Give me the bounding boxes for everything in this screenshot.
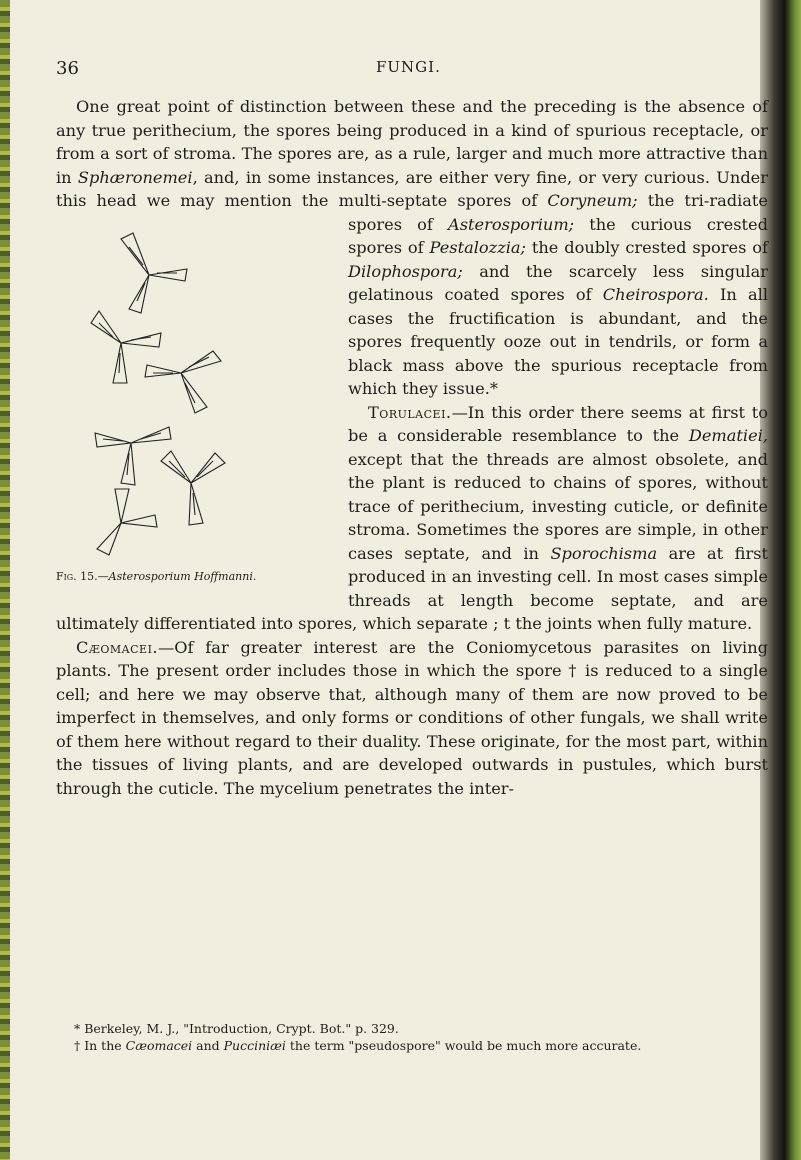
text-run: —In this order there seems at first to be a considerable resemblance to the: [348, 402, 768, 445]
text-run: and: [192, 1038, 224, 1053]
footnote-2: [56, 1037, 768, 1054]
adjacent-page-edge: [0, 0, 10, 1160]
body-text: [56, 95, 768, 800]
taxon-name: Coryneum;: [547, 191, 638, 210]
taxon-name: Dematiei,: [688, 426, 768, 445]
taxon-name: Sphæronemei: [77, 167, 193, 187]
text-run: the tri-radiate spores of: [348, 191, 768, 234]
figure-number: Fig. 15.: [56, 569, 98, 583]
paragraph-3: [56, 636, 768, 801]
text-run: One great point of distinction between these and the preceding is the absence of any true perithecium, the spores being produced in a kind of spurious receptacle, or from a sort of stroma. The spores are, as a rule, larger and much more attractive than in: [56, 97, 768, 187]
footnotes: [56, 1020, 768, 1054]
figure-caption-taxon: —Asterosporium Hoffmanni.: [97, 569, 257, 583]
text-run: are at first produced in an investing cell. In most cases simple threads at length become septate, and are ultimately differentiated into spores, which separate ; t the joints when fully mature.: [56, 543, 768, 633]
text-run: † In the: [74, 1038, 126, 1053]
figure-caption: [56, 570, 256, 583]
text-run: , and, in some instances, are either very fine, or very curious. Under this head we may mention the multi-septate spores of: [56, 167, 768, 210]
text-run: and the scarcely less singular gelatinous coated spores of: [348, 261, 768, 304]
text-run: In all cases the fructification is abundant, and the spores frequently ooze out in tendrils, or form a black mass above the spurious receptacle from which they issue.*: [348, 285, 768, 398]
taxon-name: Sporochisma: [550, 543, 658, 563]
taxon-name: Cheirospora.: [602, 285, 709, 304]
footnote-1: * Berkeley, M. J., "Introduction, Crypt. Bot." p. 329.: [74, 1021, 399, 1036]
text-run: —Of far greater interest are the Coniomycetous parasites on living plants. The present order includes those in which the spore † is reduced to a single cell; and here we may observe that, although many of them are now proved to be imperfect in themselves, and only forms or conditions of other fungals, we shall write of them here without regard to their duality. These originate, for the most part, within the tissues of living plants, and are developed outwards in pustules, which burst through the cuticle. The mycelium penetrates the inter-: [56, 637, 768, 798]
text-run: the term "pseudospore" would be much more accurate.: [285, 1038, 642, 1053]
text-run: except that the threads are almost obsolete, and the plant is reduced to chains of spores, without trace of perithecium, investing cuticle, or definite stroma. Sometimes the spores are simple, in other cases septate, and in: [348, 449, 768, 563]
running-head: FUNGI.: [376, 58, 441, 76]
taxon-name: Cæomacei: [125, 1038, 193, 1053]
text-run: the curious crested spores of: [348, 214, 768, 257]
page-header: [56, 58, 716, 82]
taxon-name: Dilophospora;: [348, 261, 463, 281]
asterosporium-spores-illustration: [71, 223, 231, 563]
order-heading-caeomacei: Cæomacei.: [76, 637, 159, 657]
figure: [56, 215, 338, 597]
taxon-name: Pucciniæi: [223, 1038, 286, 1053]
taxon-name: Pestalozzia;: [429, 238, 526, 257]
taxon-name: Asterosporium;: [448, 214, 575, 234]
text-run: the doubly crested spores of: [526, 238, 768, 257]
order-heading-torulacei: Torulacei.: [368, 402, 452, 422]
page-number: 36: [56, 58, 79, 79]
